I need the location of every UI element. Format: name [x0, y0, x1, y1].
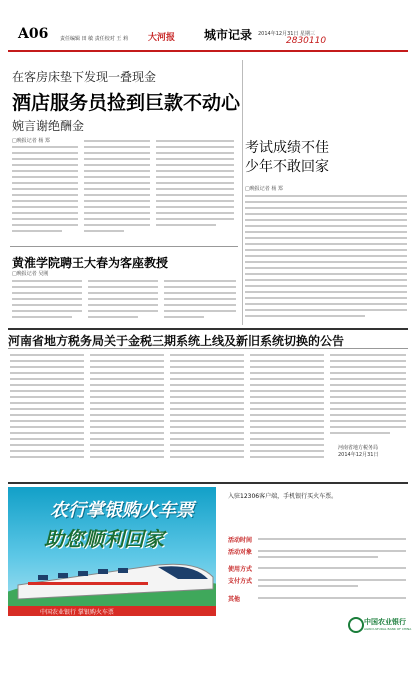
ad-top-rule [8, 482, 408, 484]
second-story-byline: □晚报记者 吴刚 [12, 271, 49, 277]
notice-signature-org: 河南省地方税务局 [338, 445, 379, 451]
paper-name: 大河报 [148, 33, 176, 43]
bank-name-en: AGRICULTURAL BANK OF CHINA [364, 627, 412, 631]
bank-name: 中国农业银行 [364, 618, 406, 626]
ad-label-target: 活动对象 [228, 549, 253, 556]
date-line: 2014年12月31日 星期三 [258, 31, 316, 37]
ad-label-other: 其他 [228, 596, 241, 603]
ad-title-line1: 农行掌银购火车票 [50, 500, 194, 521]
abc-logo-icon [348, 617, 364, 633]
ad-footer-text: 中国农业银行 掌银购火车票 [40, 609, 114, 616]
story-byline: □晚报记者 杨 郑 [12, 138, 50, 144]
column-divider [242, 60, 243, 325]
ad-label-usage: 使用方式 [228, 566, 253, 573]
second-story-headline: 黄淮学院聘王大春为客座教授 [12, 256, 169, 270]
section-name: 城市记录 [204, 28, 253, 42]
header-rule [8, 50, 408, 52]
hotline-number: 2830110 [286, 36, 327, 46]
ad-title-line2: 助您顺利回家 [44, 527, 164, 551]
editor-info: 责任编辑 田 敏 责任校对 王 莉 [60, 36, 128, 42]
story-subhead: 婉言谢绝酬金 [12, 119, 85, 133]
story-headline: 酒店服务员捡到巨款不动心 [12, 92, 241, 114]
right-story-byline: □晚报记者 杨 郑 [245, 186, 283, 192]
notice-top-rule [8, 328, 408, 330]
right-story-headline-line1: 考试成绩不佳 [245, 140, 329, 156]
ad-intro-text: 入驻12306客户端，手机银行买火车票。 [228, 493, 338, 500]
story-divider [10, 246, 238, 247]
ad-label-time: 活动时间 [228, 537, 253, 544]
notice-signature-date: 2014年12月31日 [338, 452, 379, 458]
ad-label-payment: 支付方式 [228, 578, 253, 585]
page-number: A06 [18, 26, 49, 42]
notice-title-rule [8, 348, 408, 349]
notice-title: 河南省地方税务局关于金税三期系统上线及新旧系统切换的公告 [8, 334, 345, 348]
story-kicker: 在客房床垫下发现一叠现金 [12, 70, 157, 84]
right-story-headline-line2: 少年不敢回家 [245, 159, 329, 175]
